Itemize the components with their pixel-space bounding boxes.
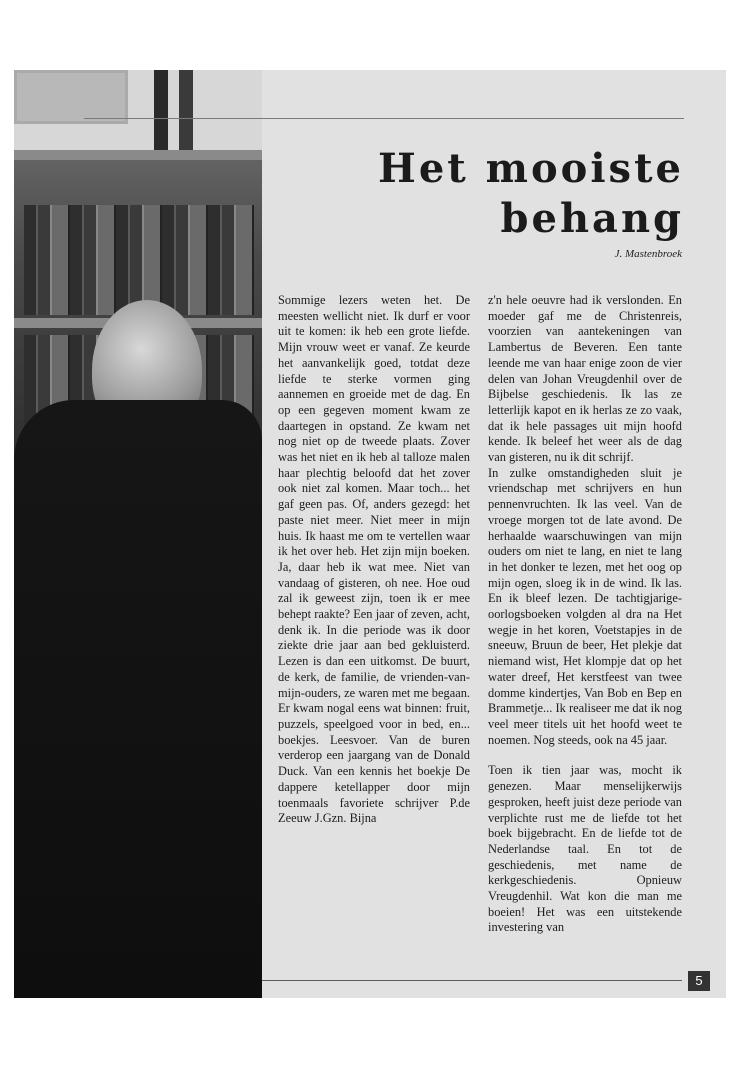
photo-shelf [14,150,262,160]
magazine-page [14,70,726,998]
paragraph: z'n hele oeuvre had ik verslonden. En moeder gaf me de Christenreis, voorzien van aantekeningen van Lambertus de Beveren. Een tante leende me van haar enige zoon de vier delen van Johan Vreugdenhil over de Bijbelse geschiedenis. Ik las ze letterlijk kapot en ik herlas ze zo vaak, dat ik hele passages uit mijn hoofd kende. Ik beleef het weer als de dag van gisteren, nu ik dit schrijf. [488,293,682,465]
photo-door-post [179,70,193,150]
article-column-2 [488,293,682,936]
article-title [324,144,684,244]
bottom-rule [262,980,682,981]
photo-man-reading-book [14,70,262,998]
photo-wall-picture [14,70,128,124]
article-column-1: Sommige lezers weten het. De meesten wellicht niet. Ik durf er voor uit te komen: ik heb een grote liefde. Mijn vrouw weet er vanaf. Ze keurde het aanvankelijk goed, totdat deze liefde te sterke vormen ging aannemen en groeide met de dag. En op een gegeven moment kwam ze daartegen in opstand. Ze kwam net nog niet op de tweede plaats. Zover was het niet en ik heb al talloze malen haar plechtig beloofd dat het zover ook niet zal komen. Maar toch... het gaf geen pas. Of, anders gezegd: het paste niet meer. Niet meer in mijn huis. Ik haast me om te vertellen waar ik het over heb. Het zijn mijn boeken. Ja, daar heb ik wat mee. Niet van vandaag of gisteren, oh nee. Hoe oud zal ik geweest zijn, toen ik er mee behept raakte? Een jaar of zeven, acht, denk ik. In die periode was ik door ziekte drie jaar aan bed gekluisterd. Lezen is dan een uitkomst. De buurt, de kerk, de familie, de vrienden-van-mijn-ouders, ze waren met me begaan. Er kwam nogal eens wat binnen: fruit, puzzels, speelgoed voor in bed, en... boekjes. Leesvoer. Van de buren verderop een jaargang van de Donald Duck. Van een kennis het boekje De dappere ketellapper door mijn toenmaals favoriete schrijver P.de Zeeuw J.Gzn. Bijna [278,293,470,826]
photo-door-post [154,70,168,150]
photo-person-body [14,400,262,998]
author-byline: J. Mastenbroek [614,248,682,260]
top-rule [84,118,684,119]
paragraph: Toen ik tien jaar was, mocht ik genezen. Maar menselijkerwijs gesproken, heeft juist deze periode van verplichte rust me de liefde tot het boek bijgebracht. En de liefde tot de Nederlandse taal. En tot de geschiedenis, met name de kerkgeschiedenis. Opnieuw Vreugdenhil. Wat kon die man me boeien! Het was een uitstekende investering van [488,763,682,935]
photo-books-row [24,205,254,315]
title-line-1: Het mooiste [378,145,684,192]
paragraph: In zulke omstandigheden sluit je vriendschap met schrijvers en hun pennenvruchten. Ik las veel. Van de vroege morgen tot de late avond. De herhaalde waarschuwingen van mijn ouders om niet te lang, en niet te lang in het donker te lezen, met het oog op mijn ogen, sloeg ik in de wind. Ik las. En ik bleef lezen. De tachtigjarige-oorlogsboeken volgden al dra na Het wegje in het koren, Voetstapjes in de sneeuw, Bruun de beer, Het plekje dat niemand wist, Het klompje dat op het water dreef, Het kerstfeest van twee domme kindertjes, Van Bob en Bep en Brammetje... Ik realiseer me dat ik nog veel meer titels uit het hoofd weet te noemen. Nog steeds, ook na 45 jaar. [488,465,682,747]
title-line-2: behang [500,195,684,242]
page-number: 5 [688,971,710,991]
